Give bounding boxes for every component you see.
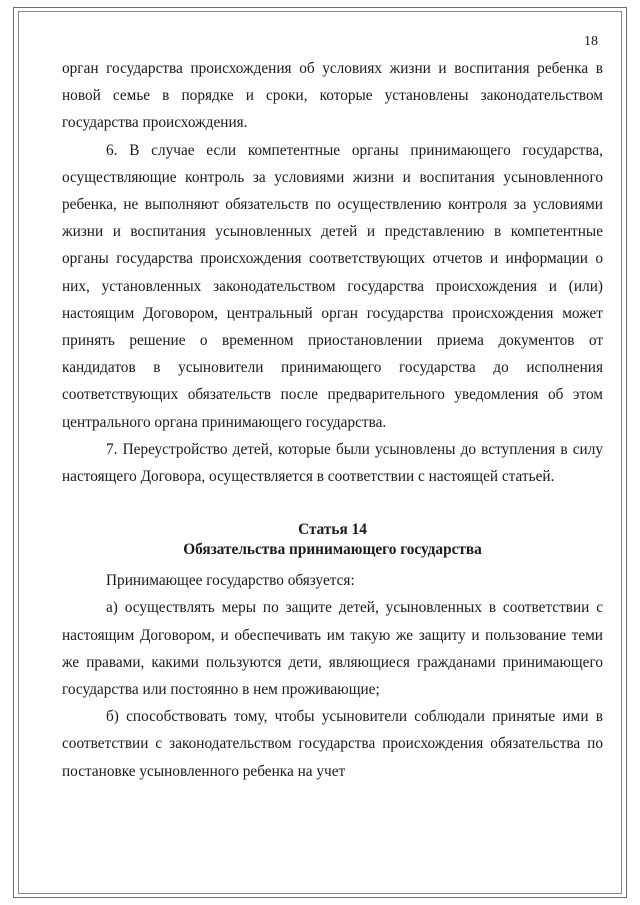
article-item-a: а) осуществлять меры по защите детей, усыновленных в соответствии с настоящим Договором, и обеспечивать им такую же защиту и пользование теми же правами, какими пользуются дети, являющиеся гражданами принимающего государства или постоянно в нем проживающие; [62,599,603,699]
page-number: 18 [584,34,598,49]
paragraph-continuation: орган государства происхождения об условиях жизни и воспитания ребенка в новой семье в порядке и сроки, которые установлены законодательством государства происхождения. [62,60,603,132]
article-subtitle: Обязательства принимающего государства [183,541,482,559]
article-item-b: б) способствовать тому, чтобы усыновители соблюдали принятые ими в соответствии с законодательством государства происхождения обязательства по постановке усыновленного ребенка на учет [62,708,603,780]
article-intro: Принимающее государство обязуется: [106,572,355,590]
paragraph-7: 7. Переустройство детей, которые были усыновлены до вступления в силу настоящего Договора, осуществляется в соответствии с настоящей статьей. [62,440,603,486]
document-body [62,55,603,785]
article-title: Статья 14 [298,521,367,539]
paragraph-6: 6. В случае если компетентные органы принимающего государства, осуществляющие контроль за условиями жизни и воспитания усыновленного ребенка, не выполняют обязательств по осуществлению контроля за условиями жизни и воспитания усыновленных детей и представлению в компетентные органы государства происхождения соответствующих отчетов и информации о них, установленных законодательством государства происхождения и (или) настоящим Договором, центральный орган государства происхождения может принять решение о временном приостановлении приема документов от кандидатов в усыновители принимающего государства до исполнения соответствующих обязательств после предварительного уведомления об этом центрального органа принимающего государства. [62,141,603,431]
